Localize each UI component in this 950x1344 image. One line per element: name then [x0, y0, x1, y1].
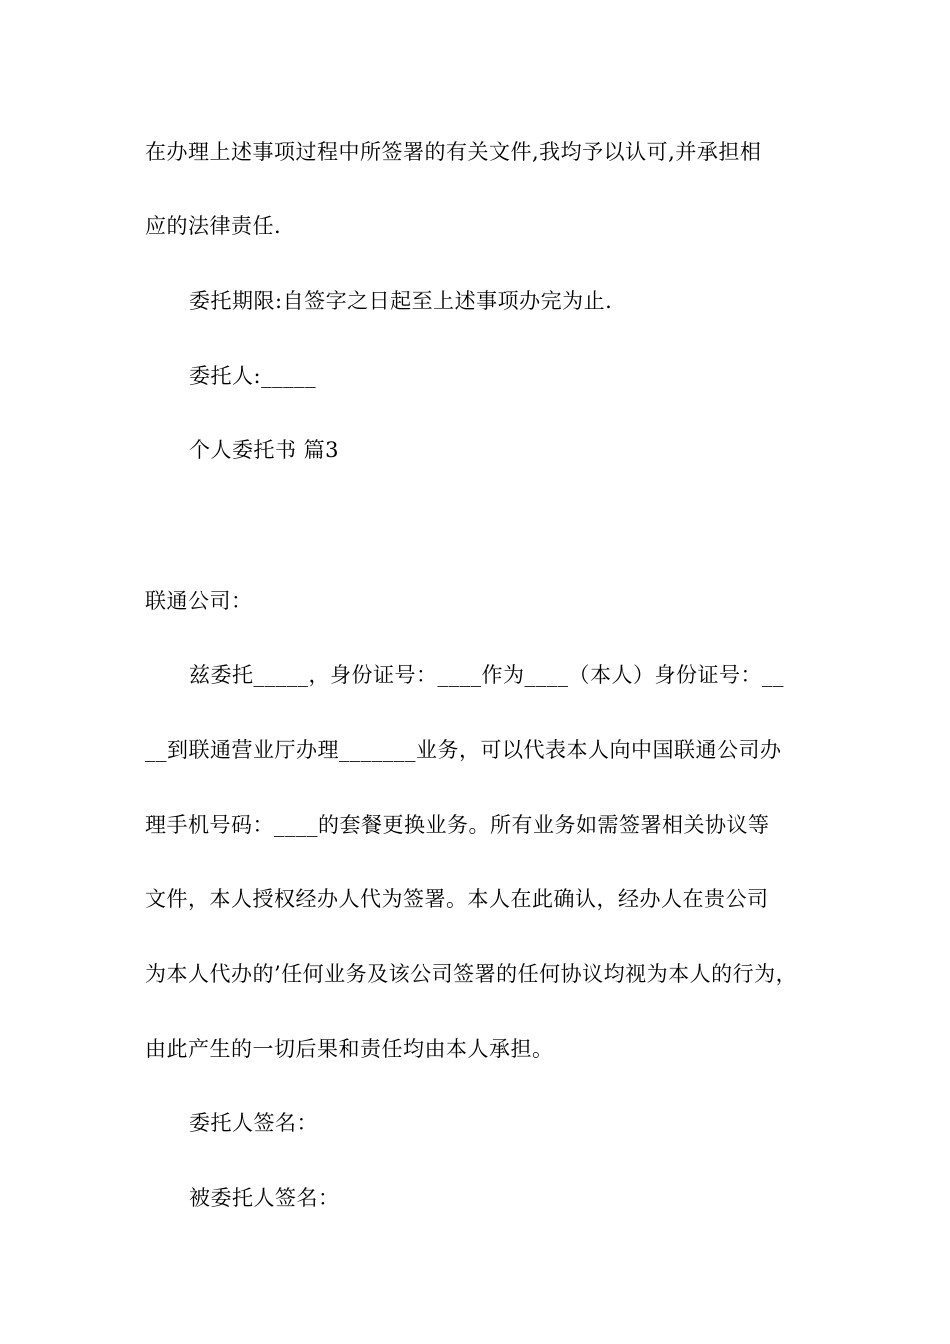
paragraph-line-2: 应的法律责任.: [145, 214, 282, 238]
principal-signature: 委托人签名：: [189, 1111, 318, 1135]
addressee: 联通公司：: [145, 589, 253, 613]
entrust-period: 委托期限:自签字之日起至上述事项办完为止.: [189, 289, 613, 313]
body-line-4: 文件，本人授权经办人代为签署。本人在此确认，经办人在贵公司: [145, 887, 769, 911]
section-title: 个人委托书 篇3: [189, 438, 340, 462]
body-line-5: 为本人代办的’任何业务及该公司签署的任何协议均视为本人的行为，: [145, 962, 798, 986]
body-line-1: 兹委托_____，身份证号：____作为____（本人）身份证号：__: [189, 663, 784, 687]
body-line-6: 由此产生的一切后果和责任均由本人承担。: [145, 1037, 554, 1061]
body-line-3: 理手机号码：____的套餐更换业务。所有业务如需签署相关协议等: [145, 813, 770, 837]
body-line-2: __到联通营业厅办理_______业务，可以代表本人向中国联通公司办: [145, 738, 782, 762]
agent-signature: 被委托人签名：: [189, 1186, 340, 1210]
principal-line: 委托人:_____: [189, 364, 317, 388]
paragraph-line-1: 在办理上述事项过程中所签署的有关文件,我均予以认可,并承担相: [145, 140, 762, 164]
